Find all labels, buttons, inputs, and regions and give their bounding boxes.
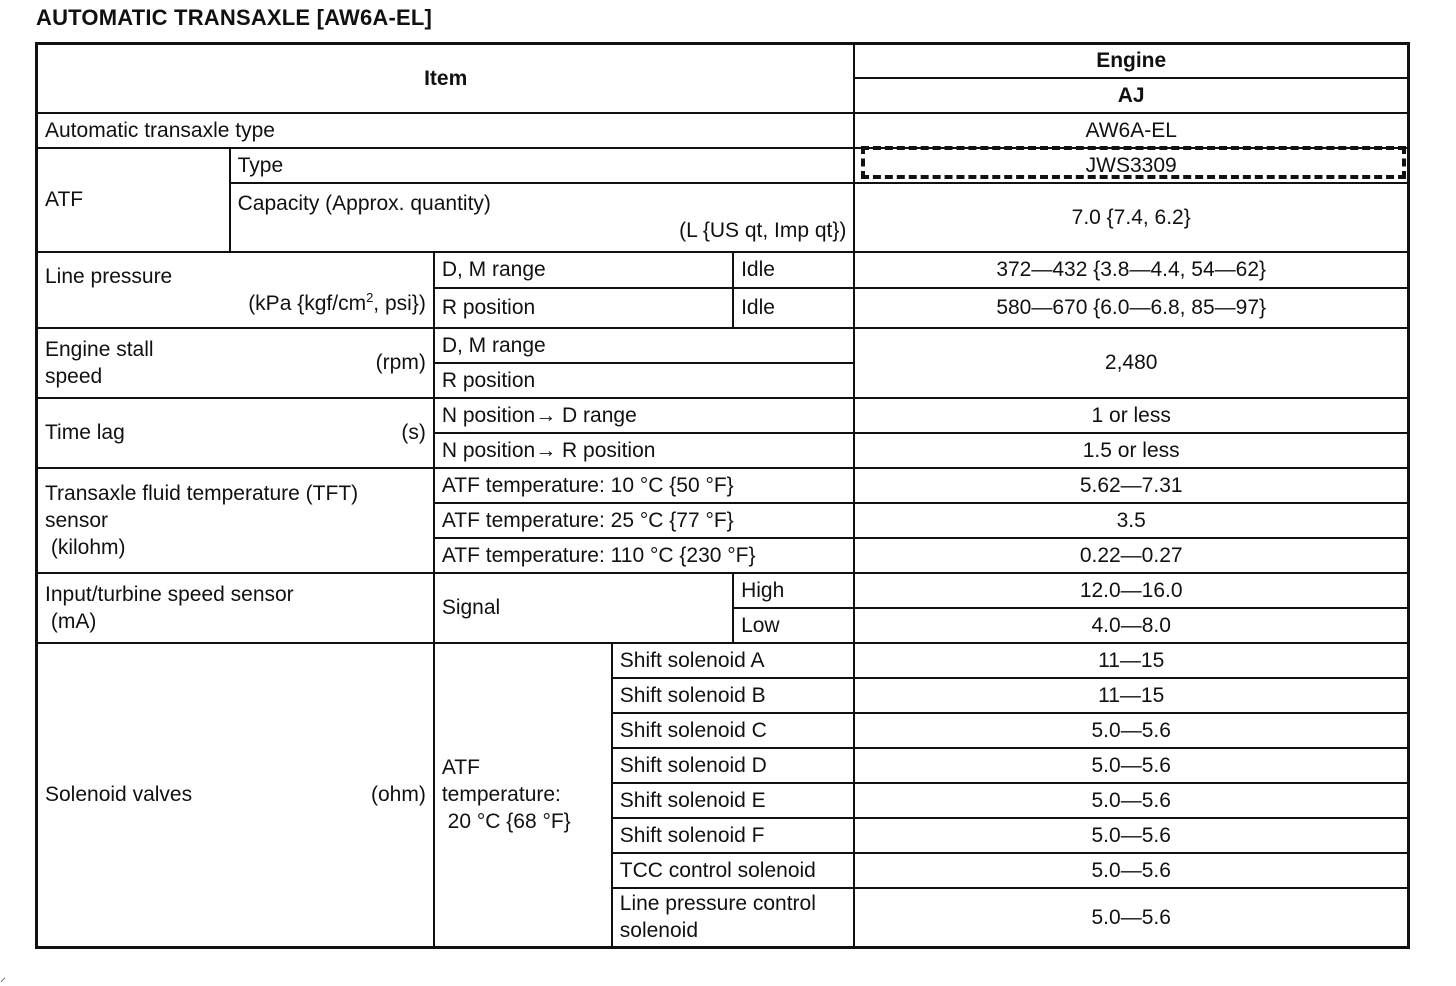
tft-sensor-cond-110: ATF temperature: 110 °C {230 °F} [434, 538, 855, 573]
solenoid-name-f: Shift solenoid F [612, 818, 855, 853]
line-pressure-range-dm: D, M range [434, 252, 733, 288]
solenoid-temp-2: temperature: [441, 783, 561, 807]
input-sensor-label-1: Input/turbine speed sensor [45, 582, 294, 606]
solenoid-valves-cell [37, 643, 434, 948]
transaxle-type-label: Automatic transaxle type [37, 113, 855, 148]
tft-sensor-label-2: sensor [45, 508, 109, 532]
solenoid-value-b: 11—15 [854, 678, 1408, 713]
line-pressure-cond-r: Idle [733, 288, 854, 328]
input-sensor-level-low: Low [733, 608, 854, 643]
stall-speed-unit: (rpm) [375, 351, 426, 374]
stall-speed-row-dm: D, M range [434, 328, 855, 363]
input-sensor-value-high: 12.0—16.0 [854, 573, 1408, 608]
atf-type-label: Type [230, 148, 855, 183]
stall-speed-value: 2,480 [854, 328, 1408, 398]
atf-capacity-label: Capacity (Approx. quantity) [237, 192, 491, 215]
stall-speed-row-r: R position [434, 363, 855, 398]
page-title: AUTOMATIC TRANSAXLE [AW6A-EL] [36, 5, 433, 30]
input-sensor-value-low: 4.0—8.0 [854, 608, 1408, 643]
stall-speed-label-1: Engine stall [45, 337, 154, 361]
line-pressure-value-dm: 372—432 {3.8—4.4, 54—62} [854, 252, 1408, 288]
line-pressure-unit: (kPa {$kgf/cm^2$, psi}) [248, 289, 426, 315]
time-lag-cell [37, 398, 434, 468]
solenoid-temp-3: 20 °C {68 °F} [441, 810, 571, 834]
header-item: Item [37, 44, 855, 113]
header-engine-code: AJ [854, 78, 1408, 113]
time-lag-value-r: 1.5 or less [854, 433, 1408, 468]
solenoid-name-d: Shift solenoid D [612, 748, 855, 783]
line-pressure-range-r: R position [434, 288, 733, 328]
atf-capacity-unit: (L {US qt, Imp qt}) [679, 219, 847, 242]
tft-sensor-cond-10: ATF temperature: 10 °C {50 °F} [434, 468, 855, 503]
transaxle-type-value: AW6A-EL [854, 113, 1408, 148]
stall-speed-cell [37, 328, 434, 398]
atf-capacity-value: 7.0 {7.4, 6.2} [854, 183, 1408, 252]
solenoid-name-b: Shift solenoid B [612, 678, 855, 713]
input-sensor-signal: Signal [434, 573, 733, 643]
solenoid-value-f: 5.0—5.6 [854, 818, 1408, 853]
input-sensor-level-high: High [733, 573, 854, 608]
tft-sensor-value-25: 3.5 [854, 503, 1408, 538]
line-pressure-label: Line pressure [45, 264, 173, 288]
stall-speed-label-2: speed [45, 364, 103, 388]
solenoid-temp-1: ATF [441, 756, 480, 780]
atf-label: ATF [37, 148, 230, 252]
time-lag-value-d: 1 or less [854, 398, 1408, 433]
solenoid-name-line-pressure: Line pressure control solenoid [612, 888, 855, 948]
line-pressure-cell [37, 252, 434, 328]
tft-sensor-label-1: Transaxle fluid temperature (TFT) [45, 481, 359, 505]
tft-sensor-cond-25: ATF temperature: 25 °C {77 °F} [434, 503, 855, 538]
time-lag-unit: (s) [401, 421, 426, 444]
header-engine: Engine [854, 44, 1408, 78]
solenoid-name-tcc: TCC control solenoid [612, 853, 855, 888]
solenoid-name-e: Shift solenoid E [612, 783, 855, 818]
solenoid-temp-cell [434, 643, 612, 948]
atf-type-value: JWS3309 [854, 148, 1408, 183]
solenoid-valves-label: Solenoid valves [45, 783, 193, 807]
highlight-dashed-box [861, 146, 1406, 179]
solenoid-value-d: 5.0—5.6 [854, 748, 1408, 783]
tft-sensor-label-3: (kilohm) [45, 535, 126, 559]
solenoid-name-a: Shift solenoid A [612, 643, 855, 678]
solenoid-value-line-pressure: 5.0—5.6 [854, 888, 1408, 948]
corner-tick-mark: ⸝ [0, 970, 7, 984]
tft-sensor-value-110: 0.22—0.27 [854, 538, 1408, 573]
time-lag-label: Time lag [45, 421, 125, 444]
solenoid-valves-unit: (ohm) [370, 783, 426, 807]
atf-capacity-cell [230, 183, 855, 252]
tft-sensor-cell [37, 468, 434, 573]
solenoid-value-e: 5.0—5.6 [854, 783, 1408, 818]
solenoid-value-tcc: 5.0—5.6 [854, 853, 1408, 888]
tft-sensor-value-10: 5.62—7.31 [854, 468, 1408, 503]
line-pressure-cond-dm: Idle [733, 252, 854, 288]
solenoid-value-c: 5.0—5.6 [854, 713, 1408, 748]
line-pressure-value-r: 580—670 {6.0—6.8, 85—97} [854, 288, 1408, 328]
input-sensor-cell [37, 573, 434, 643]
time-lag-cond-d: N position→ D range [434, 398, 855, 433]
input-sensor-label-2: (mA) [45, 609, 97, 633]
solenoid-name-c: Shift solenoid C [612, 713, 855, 748]
time-lag-cond-r: N position→ R position [434, 433, 855, 468]
solenoid-value-a: 11—15 [854, 643, 1408, 678]
